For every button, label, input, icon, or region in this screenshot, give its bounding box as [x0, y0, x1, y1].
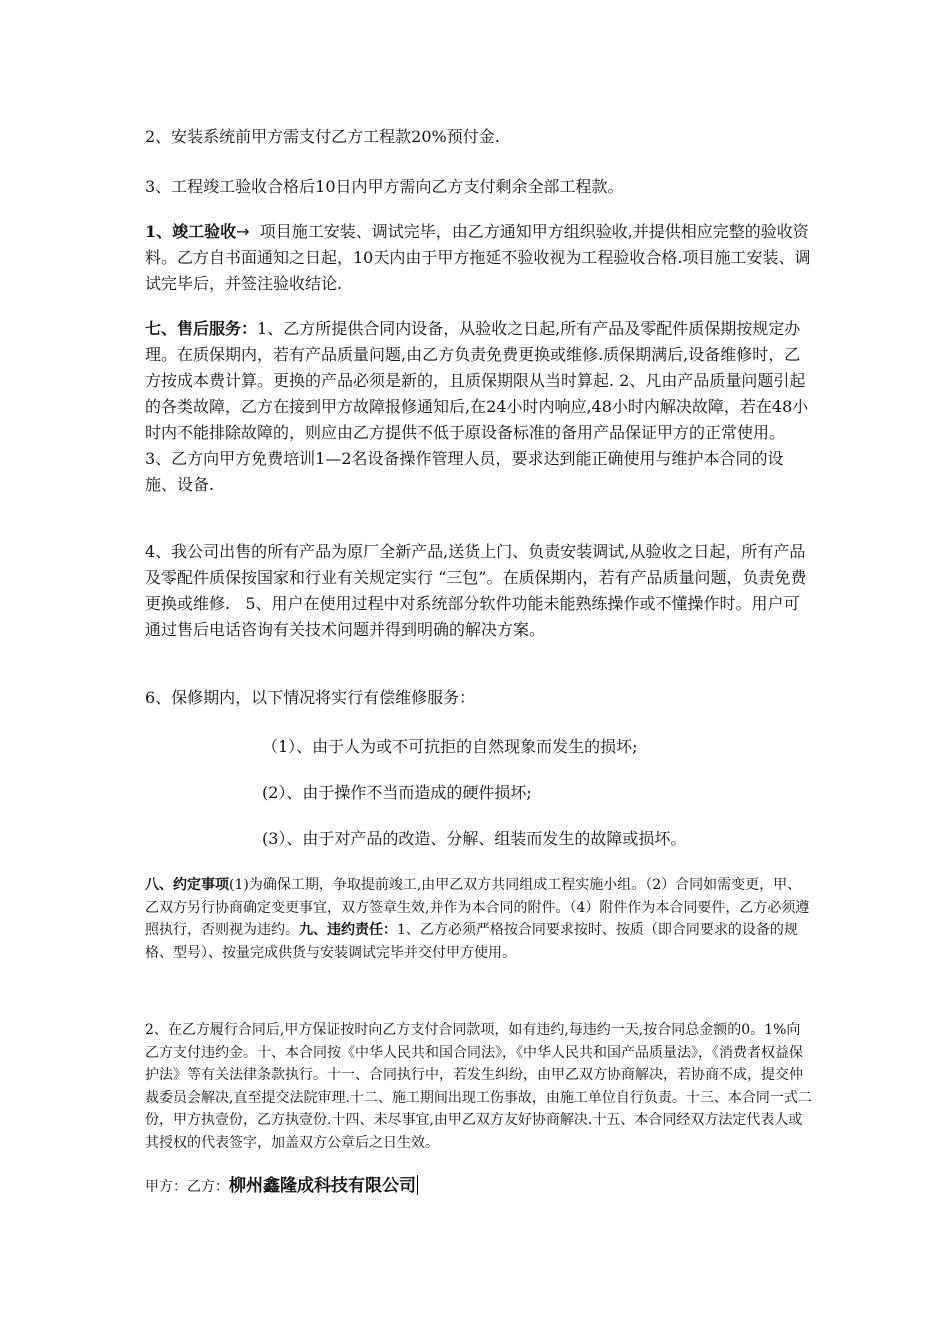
paid-case-2: (2）、由于操作不当而造成的硬件损坏;	[262, 783, 532, 802]
after-sales-paragraph	[145, 316, 813, 498]
terms-paragraph	[145, 874, 813, 964]
warranty-item-4: 4、我公司出售的所有产品为原厂全新产品,送货上门、负责安装调试,从验收之日起，所有产品及零配件质保按国家和行业有关规定实行 “三包”。在质保期内，若有产品质量问题，负责免费更换或维修. 5、用户在使用过程中对系统部分软件功能未能熟练操作或不懂操作时。用户可通过售后电话咨询有关技术问题并得到明确的解决方案。	[145, 542, 807, 639]
terms-heading: 八、约定事项	[145, 877, 229, 893]
party-a-label: 甲方：	[145, 1179, 187, 1195]
after-sales-body: 1、乙方所提供合同内设备，从验收之日起,所有产品及零配件质保期按规定办理。在质保期内，若有产品质量问题,由乙方负责免费更换或维修.质保期满后,设备维修时，乙方按成本费计算。更换的产品必须是新的，且质保期限从当时算起. 2、凡由产品质量问题引起的各类故障，乙方在接到甲方故障报修通知后,在24小时内响应,48小时内解决故障，若在48小时内不能排除故障的，则应由乙方提供不低于原设备标准的备用产品保证甲方的正常使用。 3、乙方向甲方免费培训1—2名设备操作管理人员，要求达到能正确使用与维护本合同的设施、设备.	[145, 319, 809, 494]
company-name: 柳州鑫隆成科技有限公司	[229, 1176, 416, 1196]
signature-line	[145, 1175, 418, 1198]
payment-breach-paragraph: 2、在乙方履行合同后,甲方保证按时向乙方支付合同款项，如有违约,每违约一天,按合同总金额的0。1%向乙方支付违约金。十、本合同按《中华人民共和国合同法》，《中华人民共和国产品质量法》，《消费者权益保护法》等有关法律条款执行。十一、合同执行中，若发生纠纷，由甲乙双方协商解决，若协商不成，提交仲裁委员会解决,直至提交法院审理.十二、施工期间出现工伤事故，由施工单位自行负责。十三、本合同一式二份，甲方执壹份，乙方执壹份.十四、未尽事宜,由甲乙双方友好协商解决.十五、本合同经双方法定代表人或其授权的代表签字，加盖双方公章后之日生效。	[145, 1022, 812, 1151]
payment-item-2: 2、安装系统前甲方需支付乙方工程款20%预付金.	[145, 127, 500, 146]
after-sales-heading: 七、售后服务：	[145, 319, 258, 338]
warranty-item-6: 6、保修期内，以下情况将实行有偿维修服务：	[145, 688, 476, 707]
acceptance-paragraph	[145, 219, 813, 297]
acceptance-body: 项目施工安装、调试完毕，由乙方通知甲方组织验收,并提供相应完整的验收资料。乙方自书面通知之日起，10天内由于甲方拖延不验收视为工程验收合格.项目施工安装、调试完毕后，并签注验收结论.	[145, 222, 811, 293]
text-cursor	[417, 1175, 418, 1195]
party-b-label: 乙方：	[187, 1179, 229, 1195]
paid-case-3: (3）、由于对产品的改造、分解、组装而发生的故障或损坏。	[262, 829, 687, 848]
arrow-icon: →	[236, 222, 250, 241]
breach-heading: 九、违约责任：	[299, 922, 397, 938]
terms-body: (1)为确保工期，争取提前竣工,由甲乙双方共同组成工程实施小组。（2）合同如需变更，甲、乙双方另行协商确定变更事宜，双方签章生效,并作为本合同的附件。（4）附件作为本合同要件，乙方必须遵照执行，否则视为违约。	[145, 877, 810, 938]
acceptance-heading: 1、竣工验收	[145, 222, 237, 241]
breach-body: 1、乙方必须严格按合同要求按时、按质（即合同要求的设备的规格、型号）、按量完成供货与安装调试完毕并交付甲方使用。	[145, 922, 798, 961]
payment-item-3: 3、工程竣工验收合格后10日内甲方需向乙方支付剩余全部工程款。	[145, 177, 624, 196]
paid-case-1: （1）、由于人为或不可抗拒的自然现象而发生的损坏;	[262, 737, 638, 756]
